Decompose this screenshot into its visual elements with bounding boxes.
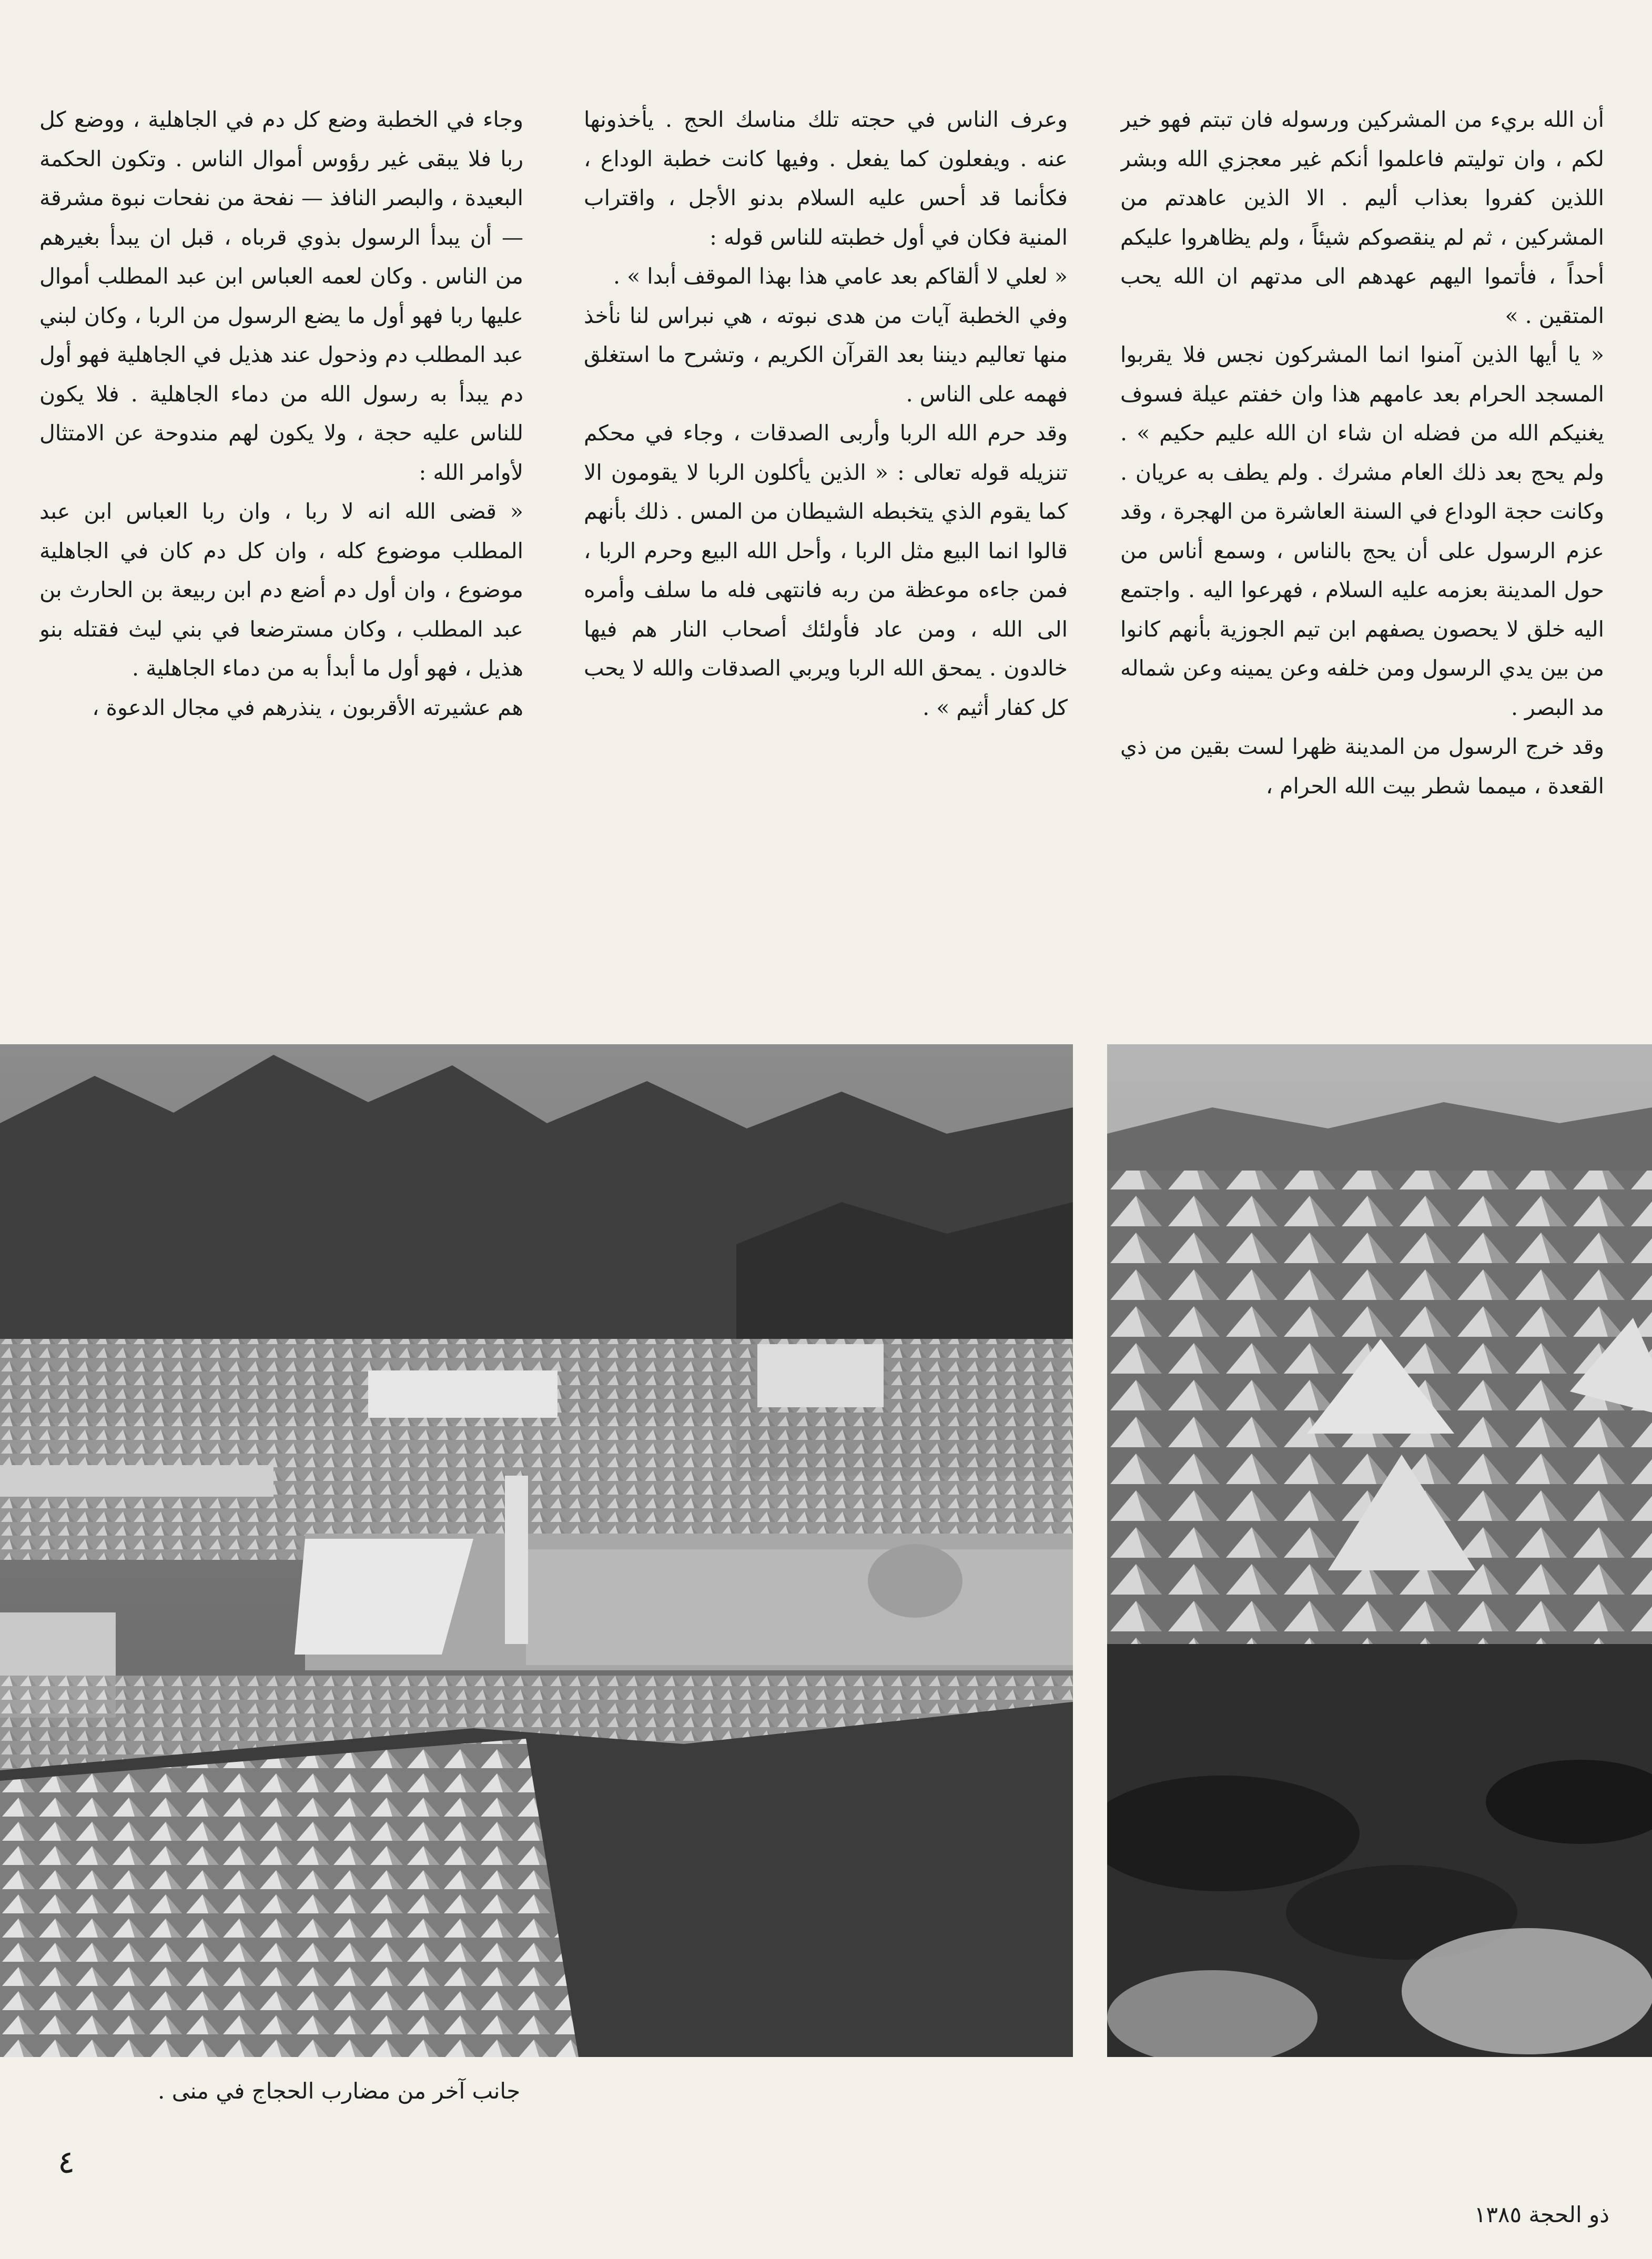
paragraph: « يا أيها الذين آمنوا انما المشركون نجس فلا يقربوا المسجد الحرام بعد عامهم هذا وان خفتم عيلة فسوف يغنيكم الله من فضله ان شاء ان الله عليم حكيم » . ولم يحج بعد ذلك العام مشرك . ولم يطف به عريان . وكانت حجة الوداع في السنة العاشرة من الهجرة ، وقد عزم الرسول على أن يحج بالناس ، وسمع أناس من حول المدينة بعزمه عليه السلام ، فهرعوا اليه . واجتمع اليه خلق لا يحصون يصفهم ابن تيم الجوزية بأنهم كانوا من بين يدي الرسول ومن خلفه وعن يمينه وعن شماله مد البصر . bbox=[1120, 342, 1604, 720]
photo-pilgrims-tents-image bbox=[1107, 1044, 1652, 2057]
paragraph: « قضى الله انه لا ربا ، وان ربا العباس ابن عبد المطلب موضوع كله ، وان كل دم كان في الجاهلية موضوع ، وان أول دم أضع دم ابن ربيعة بن الحارث بن عبد المطلب ، وكان مسترضعا في بني ليث فقتله بنو هذيل ، فهو أول ما أبدأ به من دماء الجاهلية . bbox=[39, 499, 523, 681]
photo-pilgrims-tents bbox=[1107, 1044, 1652, 2057]
paragraph: وعرف الناس في حجته تلك مناسك الحج . يأخذونها عنه . ويفعلون كما يفعل . وفيها كانت خطبة الوداع ، فكأنما قد أحس عليه السلام بدنو الأجل ، واقتراب المنية فكان في أول خطبته للناس قوله : bbox=[584, 107, 1068, 250]
photo-caption: جانب آخر من مضارب الحجاج في منى . bbox=[158, 2078, 521, 2104]
photo-mina-panorama bbox=[0, 1044, 1073, 2057]
text-column-right bbox=[1120, 100, 1604, 963]
paragraph: وجاء في الخطبة وضع كل دم في الجاهلية ، ووضع كل ربا فلا يبقى غير رؤوس أموال الناس . وتكون الحكمة البعيدة ، والبصر النافذ — نفحة من نفحات نبوة مشرقة — أن يبدأ الرسول بذوي قرباه ، قبل ان يبدأ بغيرهم من الناس . وكان لعمه العباس ابن عبد المطلب أموال عليها ربا فهو أول ما يضع الرسول من الربا ، وكان لبني عبد المطلب دم وذحول عند هذيل في الجاهلية فهو أول دم يبدأ به رسول الله من دماء الجاهلية . فلا يكون للناس عليه حجة ، ولا يكون لهم مندوحة عن الامتثال لأوامر الله : bbox=[39, 107, 523, 485]
paragraph: أن الله بريء من المشركين ورسوله فان تبتم فهو خير لكم ، وان توليتم فاعلموا أنكم غير معجزي الله وبشر اللذين كفروا بعذاب أليم . الا الذين عاهدتم من المشركين ، ثم لم ينقصوكم شيئاً ، ولم يظاهروا عليكم أحداً ، فأتموا اليهم عهدهم الى مدتهم ان الله يحب المتقين . » bbox=[1120, 107, 1604, 328]
photo-mina-panorama-image bbox=[0, 1044, 1073, 2057]
paragraph: هم عشيرته الأقربون ، ينذرهم في مجال الدعوة ، bbox=[92, 694, 523, 720]
paragraph: وفي الخطبة آيات من هدى نبوته ، هي نبراس لنا نأخذ منها تعاليم ديننا بعد القرآن الكريم ، وتشرح ما استغلق فهمه على الناس . bbox=[584, 302, 1068, 407]
text-column-middle bbox=[584, 100, 1068, 963]
page-number: ٤ bbox=[58, 2144, 75, 2181]
paragraph: « لعلي لا ألقاكم بعد عامي هذا بهذا الموقف أبدا » . bbox=[613, 264, 1068, 289]
paragraph: وقد حرم الله الربا وأربى الصدقات ، وجاء في محكم تنزيله قوله تعالى : « الذين يأكلون الربا لا يقومون الا كما يقوم الذي يتخبطه الشيطان من المس . ذلك بأنهم قالوا انما البيع مثل الربا ، وأحل الله البيع وحرم الربا ، فمن جاءه موعظة من ربه فانتهى فله ما سلف وأمره الى الله ، ومن عاد فأولئك أصحاب النار هم فيها خالدون . يمحق الله الربا ويربي الصدقات والله لا يحب كل كفار أثيم » . bbox=[584, 420, 1068, 720]
text-column-left bbox=[39, 100, 523, 963]
paragraph: وقد خرج الرسول من المدينة ظهرا لست بقين من ذي القعدة ، ميمما شطر بيت الله الحرام ، bbox=[1120, 734, 1604, 799]
issue-date: ذو الحجة ١٣٨٥ bbox=[1474, 2202, 1609, 2227]
